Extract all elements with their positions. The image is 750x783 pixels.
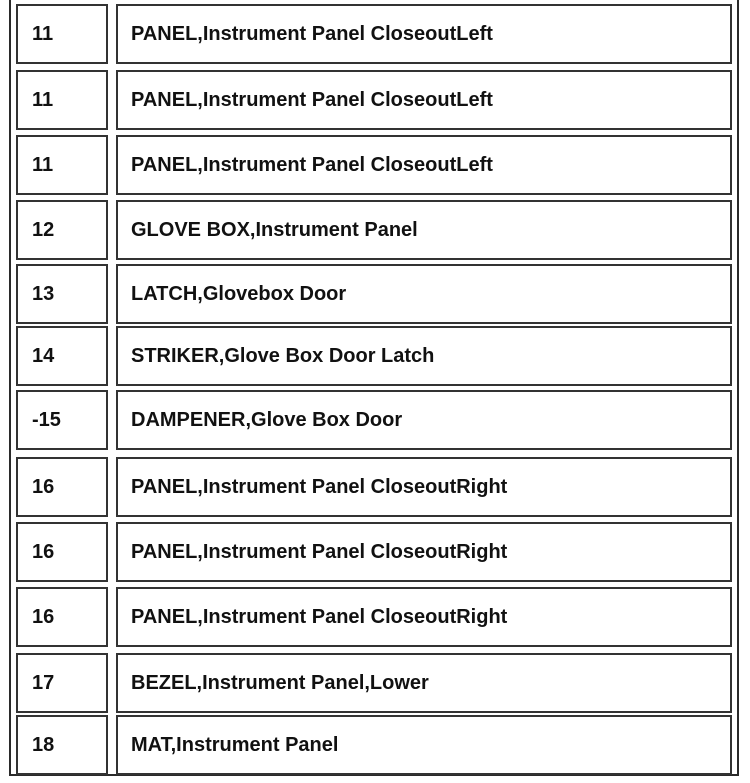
- parts-table: [9, 0, 739, 776]
- item-number: 16: [16, 457, 108, 517]
- item-number: 16: [16, 587, 108, 647]
- part-description: GLOVE BOX,Instrument Panel: [116, 200, 732, 260]
- table-row: [16, 653, 732, 713]
- table-row: [16, 264, 732, 324]
- table-row: [16, 4, 732, 64]
- table-row: [16, 522, 732, 582]
- part-description: PANEL,Instrument Panel CloseoutLeft: [116, 135, 732, 195]
- part-description: LATCH,Glovebox Door: [116, 264, 732, 324]
- item-number: -15: [16, 390, 108, 450]
- part-description: MAT,Instrument Panel: [116, 715, 732, 775]
- part-description: BEZEL,Instrument Panel,Lower: [116, 653, 732, 713]
- part-description: PANEL,Instrument Panel CloseoutRight: [116, 457, 732, 517]
- table-row: [16, 326, 732, 386]
- item-number: 11: [16, 135, 108, 195]
- table-row: [16, 587, 732, 647]
- item-number: 11: [16, 4, 108, 64]
- table-row: [16, 135, 732, 195]
- part-description: PANEL,Instrument Panel CloseoutRight: [116, 522, 732, 582]
- item-number: 16: [16, 522, 108, 582]
- table-row: [16, 457, 732, 517]
- item-number: 13: [16, 264, 108, 324]
- table-row: [16, 390, 732, 450]
- table-row: [16, 70, 732, 130]
- table-row: [16, 200, 732, 260]
- item-number: 18: [16, 715, 108, 775]
- part-description: STRIKER,Glove Box Door Latch: [116, 326, 732, 386]
- item-number: 11: [16, 70, 108, 130]
- table-row: [16, 715, 732, 775]
- item-number: 12: [16, 200, 108, 260]
- part-description: PANEL,Instrument Panel CloseoutRight: [116, 587, 732, 647]
- item-number: 14: [16, 326, 108, 386]
- part-description: PANEL,Instrument Panel CloseoutLeft: [116, 4, 732, 64]
- item-number: 17: [16, 653, 108, 713]
- part-description: DAMPENER,Glove Box Door: [116, 390, 732, 450]
- part-description: PANEL,Instrument Panel CloseoutLeft: [116, 70, 732, 130]
